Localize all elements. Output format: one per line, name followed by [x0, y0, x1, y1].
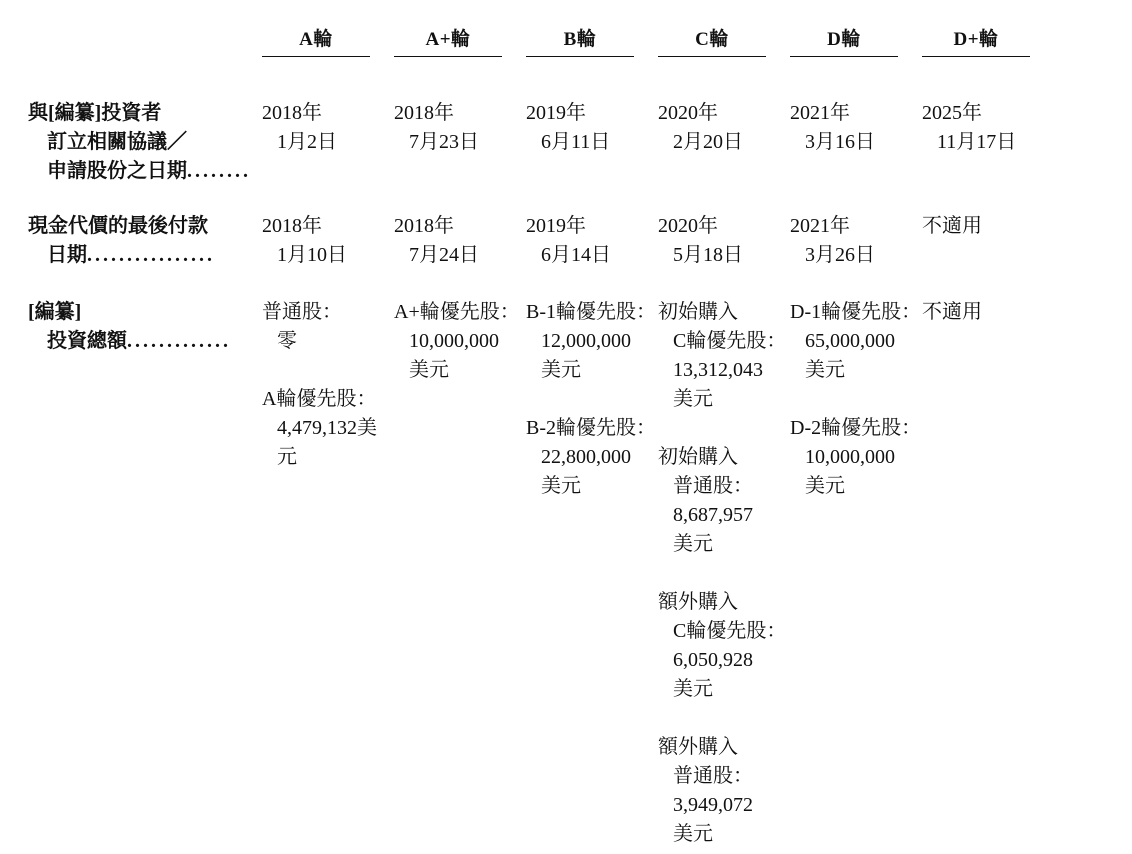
cell-line-text: 2018年 — [262, 102, 322, 124]
cell-block — [394, 99, 526, 157]
cell-line-text: B-2輪優先股： — [526, 417, 656, 439]
cell-line — [526, 298, 658, 327]
cell-line — [922, 99, 1054, 128]
cell-line-text: 不適用 — [922, 215, 982, 237]
cell-line — [262, 327, 394, 356]
cell-block — [262, 298, 394, 356]
column-header-label: B輪 — [526, 24, 634, 57]
row-label-line — [28, 298, 262, 327]
cell-line-text: 美元 — [673, 388, 713, 410]
cell-block — [394, 298, 526, 385]
column-header-label: C輪 — [658, 24, 766, 57]
cell-line — [658, 791, 790, 820]
cell-line-text: 美元 — [673, 533, 713, 555]
cell-line — [262, 128, 394, 157]
cell-line — [526, 128, 658, 157]
column-header-D輪 — [790, 24, 922, 57]
cell-line-text: 普通股： — [673, 765, 753, 787]
cell-line-text: 不適用 — [922, 301, 982, 323]
cell-block — [658, 298, 790, 414]
cell-final-payment-date-A輪 — [262, 212, 394, 270]
cell-line — [922, 298, 1054, 327]
cell-line-text: 額外購入 — [658, 736, 738, 758]
cell-line — [658, 530, 790, 559]
row-label-line — [28, 157, 262, 186]
cell-line-text: 10,000,000 — [805, 446, 895, 468]
cell-line — [658, 733, 790, 762]
cell-line — [262, 385, 394, 414]
cell-line — [790, 241, 922, 270]
cell-line-text: 12,000,000 — [541, 330, 631, 352]
row-label-line — [28, 241, 262, 270]
cell-line — [658, 443, 790, 472]
column-header-A+輪 — [394, 24, 526, 57]
cell-line-text: 65,000,000 — [805, 330, 895, 352]
cell-line — [262, 99, 394, 128]
cell-line — [394, 298, 526, 327]
cell-line-text: 2020年 — [658, 102, 718, 124]
cell-block — [790, 212, 922, 270]
cell-line-text: 2020年 — [658, 215, 718, 237]
cell-line-text: 2021年 — [790, 102, 850, 124]
cell-line — [658, 646, 790, 675]
cell-agreement-date-B輪 — [526, 99, 658, 157]
cell-block — [658, 212, 790, 270]
cell-total-investment-D輪 — [790, 298, 922, 501]
cell-line-text: 6月14日 — [541, 244, 611, 266]
column-header-C輪 — [658, 24, 790, 57]
cell-block — [790, 414, 922, 501]
cell-line-text: 元 — [277, 446, 297, 468]
cell-line — [658, 385, 790, 414]
column-header-B輪 — [526, 24, 658, 57]
cell-line — [394, 128, 526, 157]
cell-agreement-date-D+輪 — [922, 99, 1054, 157]
cell-line-text: 2019年 — [526, 102, 586, 124]
cell-line-text: 2021年 — [790, 215, 850, 237]
leader-dots: ................ — [87, 244, 215, 266]
cell-final-payment-date-D輪 — [790, 212, 922, 270]
cell-final-payment-date-C輪 — [658, 212, 790, 270]
cell-line — [526, 472, 658, 501]
column-header-label: A輪 — [262, 24, 370, 57]
cell-line-text: 額外購入 — [658, 591, 738, 613]
cell-line-text: 零 — [277, 330, 297, 352]
cell-line-text: 2018年 — [262, 215, 322, 237]
cell-line-text: D-1輪優先股： — [790, 301, 922, 323]
cell-total-investment-B輪 — [526, 298, 658, 501]
cell-line-text: 美元 — [541, 475, 581, 497]
cell-block — [658, 443, 790, 559]
leader-dots: ............. — [127, 330, 231, 352]
cell-line — [658, 617, 790, 646]
column-header-label: D+輪 — [922, 24, 1030, 57]
cell-line — [658, 327, 790, 356]
cell-block — [262, 99, 394, 157]
cell-block — [394, 212, 526, 270]
cell-line-text: 11月17日 — [937, 131, 1017, 153]
cell-line-text: 7月24日 — [409, 244, 479, 266]
row-label-line — [28, 327, 262, 356]
cell-line — [526, 414, 658, 443]
cell-line — [394, 327, 526, 356]
cell-line-text: C輪優先股： — [673, 330, 787, 352]
cell-block — [526, 99, 658, 157]
cell-line — [526, 241, 658, 270]
cell-line-text: C輪優先股： — [673, 620, 787, 642]
cell-block — [526, 414, 658, 501]
table-body — [0, 99, 1132, 849]
cell-line-text: 2018年 — [394, 215, 454, 237]
cell-line — [526, 99, 658, 128]
leader-dots: ........ — [187, 160, 251, 182]
cell-line-text: 4,479,132美 — [277, 417, 377, 439]
cell-block — [526, 212, 658, 270]
cell-agreement-date-D輪 — [790, 99, 922, 157]
cell-line — [790, 128, 922, 157]
cell-line — [658, 356, 790, 385]
cell-line — [262, 414, 394, 443]
cell-block — [658, 733, 790, 849]
cell-block — [526, 298, 658, 385]
cell-line — [394, 212, 526, 241]
table-row-agreement-date — [0, 99, 1132, 186]
cell-line — [658, 298, 790, 327]
cell-line — [922, 128, 1054, 157]
cell-block — [262, 385, 394, 472]
column-header-D+輪 — [922, 24, 1054, 57]
cell-line — [658, 212, 790, 241]
cell-line — [922, 212, 1054, 241]
cell-line — [790, 356, 922, 385]
column-header-A輪 — [262, 24, 394, 57]
cell-line-text: D-2輪優先股： — [790, 417, 922, 439]
cell-line-text: 美元 — [673, 823, 713, 845]
cell-line-text: 3月26日 — [805, 244, 875, 266]
cell-block — [922, 212, 1054, 241]
cell-line — [790, 99, 922, 128]
cell-line-text: 6,050,928 — [673, 649, 753, 671]
cell-line-text: B-1輪優先股： — [526, 301, 656, 323]
cell-line-text: 8,687,957 — [673, 504, 753, 526]
cell-line — [658, 241, 790, 270]
cell-line-text: 3,949,072 — [673, 794, 753, 816]
cell-line-text: 普通股： — [673, 475, 753, 497]
cell-line — [790, 212, 922, 241]
cell-line-text: 美元 — [805, 475, 845, 497]
cell-line-text: 美元 — [673, 678, 713, 700]
cell-agreement-date-A輪 — [262, 99, 394, 157]
cell-line — [394, 99, 526, 128]
cell-line — [658, 588, 790, 617]
cell-line-text: 13,312,043 — [673, 359, 763, 381]
cell-total-investment-D+輪 — [922, 298, 1054, 327]
cell-line-text: 7月23日 — [409, 131, 479, 153]
row-label-line — [28, 212, 262, 241]
cell-line-text: 10,000,000 — [409, 330, 499, 352]
cell-line-text: 1月10日 — [277, 244, 347, 266]
cell-line-text: 6月11日 — [541, 131, 611, 153]
cell-line — [658, 820, 790, 849]
cell-final-payment-date-D+輪 — [922, 212, 1054, 241]
cell-line — [790, 327, 922, 356]
cell-line — [526, 327, 658, 356]
cell-line-text: 美元 — [409, 359, 449, 381]
row-label-total-investment — [0, 298, 262, 356]
cell-line-text: 初始購入 — [658, 446, 738, 468]
cell-line — [526, 212, 658, 241]
table-row-total-investment — [0, 298, 1132, 849]
cell-total-investment-A輪 — [262, 298, 394, 472]
table-header-row — [0, 0, 1132, 57]
cell-line-text: A輪優先股： — [262, 388, 377, 410]
cell-line — [658, 762, 790, 791]
row-label-line-text: 現金代價的最後付款 — [28, 215, 208, 237]
cell-total-investment-A+輪 — [394, 298, 526, 385]
row-label-line-text: 投資總額 — [47, 330, 127, 352]
cell-line — [262, 212, 394, 241]
cell-line — [394, 356, 526, 385]
cell-line — [790, 443, 922, 472]
column-header-label: A+輪 — [394, 24, 502, 57]
cell-block — [262, 212, 394, 270]
cell-line-text: 2025年 — [922, 102, 982, 124]
cell-line — [262, 443, 394, 472]
row-label-line-text: 日期 — [47, 244, 87, 266]
cell-line-text: 1月2日 — [277, 131, 337, 153]
cell-line — [790, 414, 922, 443]
row-label-agreement-date — [0, 99, 262, 186]
cell-line — [526, 356, 658, 385]
cell-agreement-date-A+輪 — [394, 99, 526, 157]
cell-line — [262, 298, 394, 327]
cell-line — [262, 241, 394, 270]
cell-line-text: 2018年 — [394, 102, 454, 124]
row-label-line — [28, 128, 262, 157]
cell-line — [790, 298, 922, 327]
header-label-spacer — [0, 24, 262, 57]
cell-block — [658, 588, 790, 704]
cell-total-investment-C輪 — [658, 298, 790, 849]
cell-line-text: 5月18日 — [673, 244, 743, 266]
cell-line-text: 美元 — [805, 359, 845, 381]
cell-line-text: 3月16日 — [805, 131, 875, 153]
row-label-final-payment-date — [0, 212, 262, 270]
cell-line — [526, 443, 658, 472]
cell-agreement-date-C輪 — [658, 99, 790, 157]
cell-block — [922, 99, 1054, 157]
table-row-final-payment-date — [0, 212, 1132, 270]
row-label-line-text: 訂立相關協議／ — [47, 131, 187, 153]
row-label-line — [28, 99, 262, 128]
cell-block — [658, 99, 790, 157]
cell-final-payment-date-A+輪 — [394, 212, 526, 270]
row-label-line-text: 與[編纂]投資者 — [28, 102, 162, 124]
cell-line-text: A+輪優先股： — [394, 301, 520, 323]
cell-line-text: 普通股： — [262, 301, 342, 323]
cell-line-text: 22,800,000 — [541, 446, 631, 468]
column-header-label: D輪 — [790, 24, 898, 57]
cell-line — [658, 675, 790, 704]
row-label-line-text: [編纂] — [28, 301, 82, 323]
cell-line — [790, 472, 922, 501]
cell-line-text: 美元 — [541, 359, 581, 381]
cell-line — [658, 128, 790, 157]
row-label-line-text: 申請股份之日期 — [47, 160, 187, 182]
cell-line-text: 2019年 — [526, 215, 586, 237]
cell-line-text: 初始購入 — [658, 301, 738, 323]
cell-final-payment-date-B輪 — [526, 212, 658, 270]
cell-block — [790, 99, 922, 157]
cell-block — [922, 298, 1054, 327]
cell-block — [790, 298, 922, 385]
cell-line — [658, 99, 790, 128]
cell-line — [658, 501, 790, 530]
cell-line — [394, 241, 526, 270]
cell-line-text: 2月20日 — [673, 131, 743, 153]
cell-line — [658, 472, 790, 501]
